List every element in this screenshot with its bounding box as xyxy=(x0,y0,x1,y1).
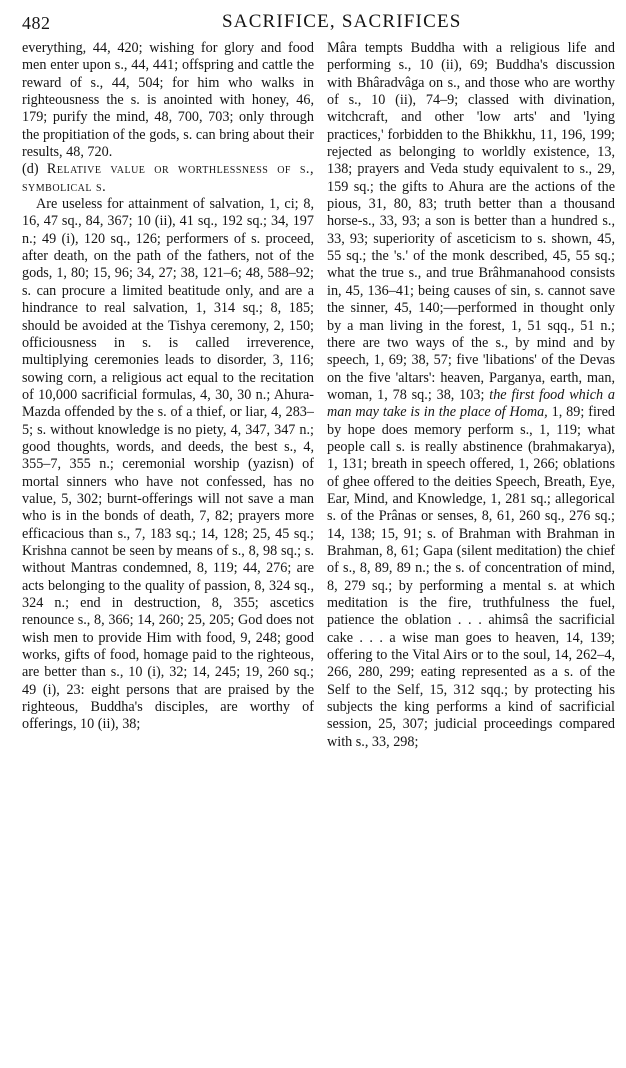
section-title: Relative value or worthlessness of s., symbolical s. xyxy=(22,161,314,195)
text-segment-a: Mâra tempts Buddha with a religious life and performing s., 10 (ii), 69; Buddha's discussion with Bhâradvâga on s., and those who are worthy of s., 10 (ii), 74–9; classed with divination, witchcraft, and other 'low arts' and 'lying practices,' forbidden to the Bhikkhu, 11, 196, 199; rejected as belonging to worldly existence, 13, 138; prayers and Veda study equivalent to s., 29, 159 sq.; the gifts to Ahura are the actions of the pious, 31, 80, 83; truth better than a thousand horse-s., 33, 93; a son is better than a hundred s., 33, 93; superiority of asceticism to s. shown, 45, 55 sq.; the 's.' of the monk described, 45, 55 sq.; what the true s., and true Brâhmanahood consists in, 45, 136–41; being causes of sin, s. cannot save the sinner, 45, 140;—performed in thought only by a man living in the forest, 1, 51 sqq., 51 n.; there are two ways of the s., by mind and by speech, 1, 69; 38, 57; five 'libations' of the Devas on the five 'altars': heaven, Parganya, earth, man, woman, 1, 78 sq.; 38, 103; xyxy=(327,40,615,403)
text-segment-b: 1, 89; fired by hope does memory perform s., 1, 119; what people call s. is really abstinence (brahmakarya), 1, 131; breath in speech offered, 1, 266; oblations of ghee offered to the deities Speech, Breath, Eye, Ear, Mind, and Knowledge, 1, 281 sq.; allegorical s. of the Prânas or senses, 8, 61, 260 sq., 276 sq.; 14, 138; 15, 91; s. of Brahman with Brahman in Brahman, 8, 61; Gapa (silent meditation) the chief of s., 8, 89, 89 n.; the s. of concentration of mind, 8, 279 sq.; by performing a mental s. at which meditation is the fire, truthfulness the fuel, patience the oblation . . . ahimsâ the sacrificial cake . . . a wise man goes to heaven, 14, 139; offering to the Vital Airs or to the soul, 14, 262–4, 266, 280, 299; eating represented as a s. of the Self to the Self, 15, 312 sqq.; by protecting his subjects the king performs a kind of sacrificial session, 25, 307; judicial proceedings compared with s., 33, 298; xyxy=(327,404,615,750)
section-heading-d xyxy=(22,161,314,196)
entry-paragraph-continued: everything, 44, 420; wishing for glory and food men enter upon s., 44, 441; offspring and cattle the reward of s., 44, 504; for him who walks in righteousness the s. is anointed with honey, 46, 179; purify the mind, 48, 700, 703; only through the propitiation of the gods, s. can bring about their results, 48, 720. xyxy=(22,40,314,161)
right-column xyxy=(327,40,615,1060)
left-column xyxy=(22,40,314,1060)
section-label: (d) xyxy=(22,161,39,178)
entry-paragraph-relative-value: Are useless for attainment of salvation, 1, ci; 8, 16, 47 sq., 84, 367; 10 (ii), 41 sq., 192 sq.; 34, 197 n.; 49 (i), 120 sq., 126; performers of s. proceed, after death, on the path of the fathers, not of the gods, 1, 80; 15, 96; 34, 27; 38, 121–6; 48, 588–92; s. can procure a limited beatitude only, and are a hindrance to real salvation, 1, 314 sq.; 8, 185; should be avoided at the Tishya ceremony, 2, 150; officiousness in s. is called irreverence, multiplying ceremonies leads to disorder, 3, 116; sowing corn, a religious act equal to the recitation of 10,000 sacrificial formulas, 4, 30, 30 n.; Ahura-Mazda offended by the s. of a thief, or liar, 4, 283–5; s. without knowledge is no piety, 4, 347, 347 n.; good thoughts, words, and deeds, the best s., 4, 355–7, 355 n.; ceremonial worship (yazisn) of mortal sinners who have not confessed, has no value, 5, 302; burnt-offerings will not save a man who is in the bonds of death, 7, 82; prayers more efficacious than s., 7, 183 sq.; 14, 128; 25, 45 sq.; Krishna cannot be seen by means of s., 8, 98 sq.; s. without Mantras condemned, 8, 119; 44, 276; are acts belonging to the quality of passion, 8, 324 sq., 324 n.; end in destruction, 8, 355; ascetics renounce s., 8, 366; 14, 260; 25, 205; God does not wish men to provide Him with food, 9, 248; good works, gifts of food, homage paid to the righteous, are better than s., 10 (i), 32; 14, 245; 19, 260 sq.; 49 (i), 23: eight persons that are praised by the righteous, Buddha's disciples, are worthy of offerings, 10 (ii), 38; xyxy=(22,196,314,733)
page-number: 482 xyxy=(22,13,51,33)
page-header xyxy=(0,9,626,35)
running-head: SACRIFICE, SACRIFICES xyxy=(222,11,462,32)
italic-quote: the first food which a man may take is in the place of Homa, xyxy=(327,386,615,421)
entry-paragraph-right xyxy=(327,40,615,751)
